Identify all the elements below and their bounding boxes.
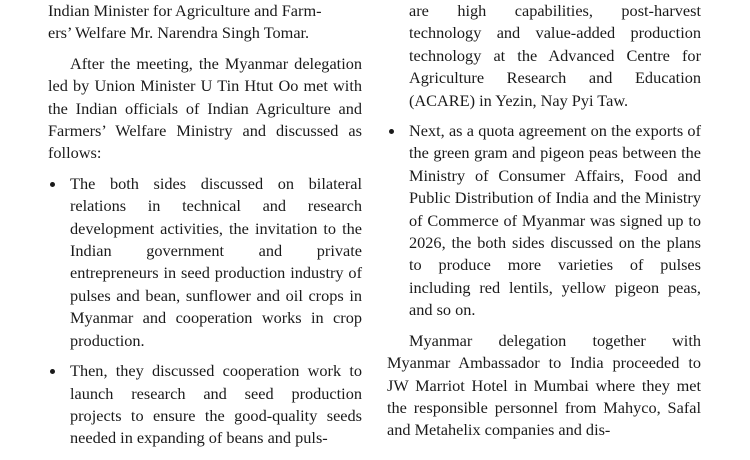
bullet-item-continued (387, 0, 701, 112)
text-line: Indian Minister for Agriculture and Farm- (48, 1, 322, 20)
bullet-item (48, 173, 362, 352)
bullet-item (48, 360, 362, 450)
bullet-text: Next, as a quota agreement on the exports of the green gram and pigeon peas between the Ministry of Consumer Affairs, Food and Public Distribution of India and the Ministry of Commerce of Myanmar was signed up to 2026, the both sides discussed on the plans to produce more varieties of pulses including red lentils, yellow pigeon peas, and so on. (409, 121, 701, 320)
text-line: ers’ Welfare Mr. Narendra Singh Tomar. (48, 23, 310, 43)
bullet-item (387, 120, 701, 322)
bullet-dot-icon (50, 182, 55, 187)
left-column (48, 0, 362, 450)
right-column (387, 0, 701, 442)
bullet-text: Then, they discussed cooperation work to launch research and seed production projects to ensure the good-quality seeds needed in expanding of beans and puls- (70, 361, 362, 448)
bullet-text: The both sides discussed on bilateral relations in technical and research development activities, the invitation to the Indian government and private entrepreneurs in seed production industry of pulses and bean, sunflower and oil crops in Myanmar and cooperation works in crop production. (70, 173, 362, 350)
bullet-text: are high capabilities, post-harvest technology and value-added production technology at the Advanced Centre for Agriculture Research and Education (ACARE) in Yezin, Nay Pyi Taw. (409, 1, 701, 110)
paragraph: Myanmar delegation together with Myanmar Ambassador to India proceeded to JW Marriot Hotel in Mumbai where they met the responsible personnel from Mahyco, Safal and Metahelix companies and dis- (387, 330, 701, 440)
bullet-dot-icon (389, 129, 394, 134)
paragraph: After the meeting, the Myanmar delegation led by Union Minister U Tin Htut Oo met with the Indian officials of Indian Agriculture and Farmers’ Welfare Ministry and discussed as follows: (48, 53, 362, 163)
paragraph-continued (48, 0, 362, 45)
bullet-dot-icon (50, 369, 55, 374)
